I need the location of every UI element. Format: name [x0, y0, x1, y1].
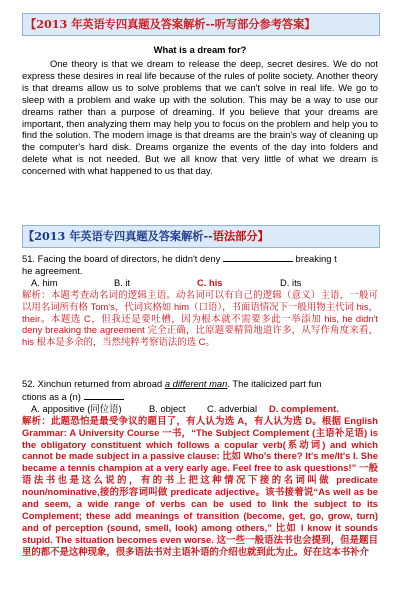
q52-options — [22, 403, 378, 415]
q51-stem-c: he agreement. — [22, 264, 83, 276]
q52-option-b: B. object — [149, 402, 186, 414]
q52-stem-b: . The italicized part fun — [227, 378, 322, 389]
q51-blank — [223, 252, 293, 262]
q52-analysis: 解析：此题恐怕是最受争议的题目了，有人认为选 A，有人认为选 D。根据 English Grammar: A University Course 一书，“The Subject Complement (主语补足语) is the obligatory constituent which follows a copular verb(系动词) and which cannot be made subject in a passive clause: 比如 Who's there? It's me/It's I. She became a tennis champion at a very early age. Feel free to ask questions!” 一般语法书也是这么说的，有的书上把这种情况下接的名词叫做 predicate noun/nominative,接的形容词叫做 predicate adjective。该书接着说“As well as be and seem, a wide range of verbs can be used to link the subject to its Complement; these add meanings of transition (become, get, go, grow, turn) and of perception (sound, smell, look) among others,” 比如 I know it sounds stupid. The situation becomes even worse. 这一些一般语法书也会提到，但是题目里的都不是这种现象，很多语法书对主语补语的介绍也就到此为止。好在这本书补介 — [22, 414, 378, 557]
q51-option-c: C. his — [197, 276, 223, 288]
question-52 — [22, 378, 378, 558]
q51-option-d: D. its — [280, 276, 302, 288]
q52-blank — [84, 390, 124, 400]
q51-options — [22, 277, 378, 289]
q52-stem-c: ctions as a (n) — [22, 390, 81, 402]
q51-stem-a: 51. Facing the board of directors, he didn't deny — [22, 253, 221, 264]
section-header-dictation: 【2013 年英语专四真题及答案解析--听写部分参考答案】 — [22, 13, 380, 36]
q52-option-c: C. adverbial — [207, 402, 258, 414]
header-grammar-suffix: 语法部分】 — [212, 228, 269, 243]
header-grammar-prefix: 【2013 年英语专四真题及答案解析-- — [23, 228, 213, 243]
q51-option-b: B. it — [114, 276, 131, 288]
q52-option-d: D. complement. — [269, 402, 339, 414]
passage-title: What is a dream for? — [153, 44, 247, 55]
q51-stem-b: breaking t — [295, 253, 337, 264]
q51-option-a: A. him — [31, 276, 58, 288]
section-header-grammar — [22, 225, 380, 248]
q52-stem-a: 52. Xinchun returned from abroad — [22, 378, 163, 389]
passage-text: One theory is that we dream to release the deep, secret desires. We do not express these desires in real life because of the rules of polite society. Another theory is that dreams allow us to solve problems that we can't solve in real life. We go to sleep with a problem and wake up with the solution. This may be a way to use our dreams rather than a purpose of dreaming. If you believe that your dreams are important, then analyzing them may help you to focus on the problem and help you to find the solution. The modern image is that dreams are the brain's way of cleaning up the computer's hard disk. Dreams organize the events of the day into folders and delete what is not needed. But we all know that very little of what we dream is concerned with what happened to us that day. — [22, 58, 378, 177]
q51-analysis: 解析：本题考查动名词的逻辑主语。动名词可以有自己的逻辑（意义）主语，一般可以用名词所有格 Tom's，代词宾格如 him（口语），书面语情况下一般用物主代词 his，their。本题选 C，但我还是要吐槽，因为根本就不需要多此一举添加 his, he didn't deny breaking the agreement 完全正确，比原题要精简地道许多，从写作角度来看，his 根本是多余的，当然纯粹考察语法的选 C。 — [22, 288, 378, 348]
question-51 — [22, 252, 378, 348]
q52-option-a: A. appositive (同位语) — [31, 402, 122, 414]
q52-italic-part: a different man — [164, 378, 228, 389]
